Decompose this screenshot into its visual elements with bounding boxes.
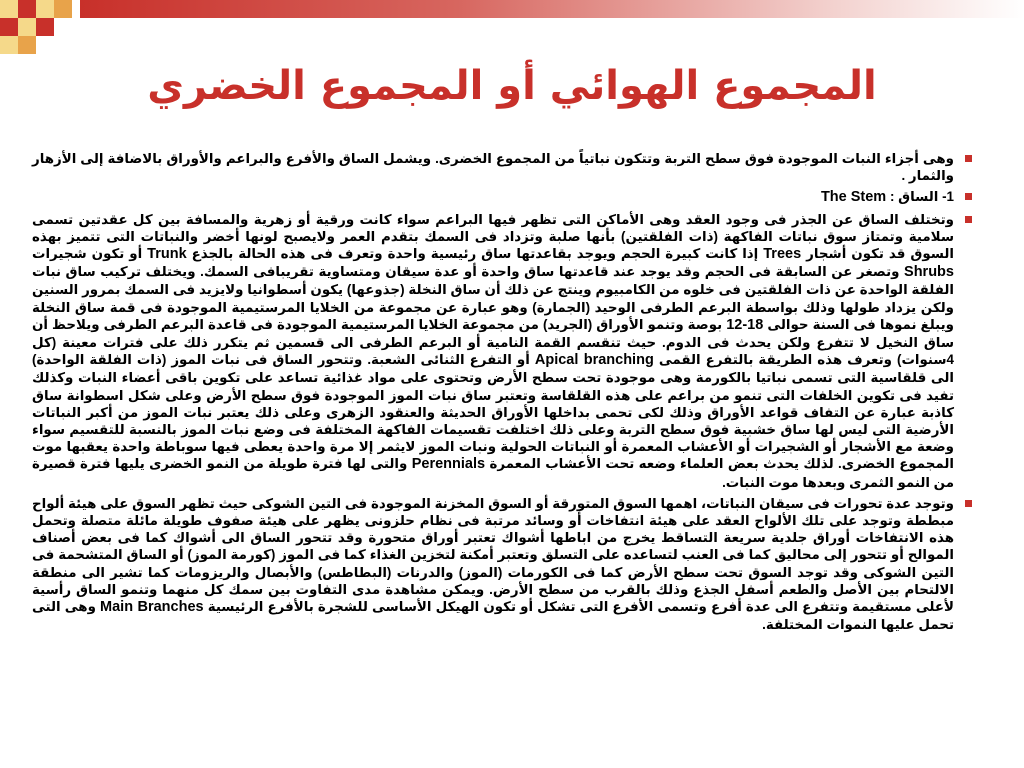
paragraph-text: وهى أجزاء النبات الموجودة فوق سطح التربة وتتكون نباتياً من المجموع الخضرى. ويشمل الساق والأفرع والبراعم والأوراق بالاضافة إلى الأزهار والثمار .	[32, 151, 954, 184]
red-square-bullet-icon	[965, 155, 972, 162]
decor-square	[36, 18, 54, 36]
decor-square	[0, 18, 18, 36]
number-range: 12-18	[726, 316, 764, 333]
heading-text: 1- الساق :	[889, 189, 954, 205]
english-term: Main Branches	[100, 599, 204, 616]
paragraph-text: إذا كانت كبيرة الحجم ويوجد بقاعدتها ساق رئيسية واحدة وتعرف فى هذه الحالة بالجذع	[191, 246, 759, 262]
english-term: Trunk	[147, 246, 187, 263]
slide-body	[32, 150, 974, 637]
decor-square	[18, 18, 36, 36]
paragraph-text: أو تكون شجيرات	[32, 246, 143, 262]
english-term: Shrubs	[904, 264, 954, 281]
corner-decoration	[0, 0, 1024, 60]
red-square-bullet-icon	[965, 500, 972, 507]
decor-square	[0, 0, 18, 18]
english-term: Apical branching	[534, 352, 654, 369]
red-square-bullet-icon	[965, 216, 972, 223]
paragraph-text: وتختلف الساق عن الجذر فى وجود العقد وهى الأماكن التى تظهر فيها البراعم سواء كانت ورقية أو زهرية والمسافة بين كل عقدتين تسمى سلامية وتمتاز سوق نباتات الفاكهة (ذات الفلقتين) بأنها صلبة وتزداد فى السمك بتقدم العمر ولايصبح لونها أخضر والنباتات التى تتميز بهذه السوق قد تكون أشجار	[32, 211, 954, 262]
paragraph-text: وتوجد عدة تحورات فى سيقان النباتات، اهمها السوق المتورقة أو السوق المخزنة الموجودة فى التين الشوكى حيث تظهر السوق على هيئة ألواح مبططة وتوجد على تلك الألواح العقد على هيئة انتفاخات أو وسائد مرتبة فى نظام حلزونى يظهر على هيئة صفوف طويلة مائلة متصلة وتحمل هذه الانتفاخات أوراق جلدية سريعة التساقط يخرج من اباطها أشواك تعتبر أوراق متحورة وقد تتحور الساق الى أشواك كما فى بعض أصناف الموالح أو تتحور إلى محاليق كما فى العنب لتساعده على التسلق وتعتبر أمكنة لتخزين الغذاء كما فى الموز (كورمة الموز) أو الساق المتشحمة فى التين الشوكى وقد توجد السوق تحت سطح الأرض كما فى الكورمات (الموز) والدرنات (البطاطس) والأبصال والريزومات كما تشير الى منطقة الالتحام بين الأصل والطعم أسفل الجذع وذلك بالقرب من سطح الأرض. ويمكن مشاهدة مدى التفاوت بين سمك كل منهما وتنمو الساق رأسية لأعلى مستقيمة وتتفرع الى عدة أفرع وتسمى الأفرع التى تشكل أو تكون الهيكل الأساسى للشجرة بالأفرع الرئيسية	[32, 495, 954, 615]
decor-square	[54, 0, 72, 18]
decor-square	[18, 0, 36, 18]
decor-square	[0, 36, 18, 54]
list-item	[32, 211, 954, 491]
header-gradient-bar	[80, 0, 1024, 18]
list-item	[32, 495, 954, 634]
english-term: Perennials	[411, 456, 486, 473]
list-item	[32, 188, 954, 206]
bullet-list	[32, 150, 974, 633]
english-term: The Stem	[820, 189, 887, 206]
list-item	[32, 150, 954, 184]
slide-title: المجموع الهوائي أو المجموع الخضري	[147, 63, 877, 109]
decor-square	[36, 0, 54, 18]
decor-square	[18, 36, 36, 54]
paragraph-text: بوصة وتنمو الأوراق (الجريد) من مجموعة الخلايا المرستيمية الموجودة فى قاعدة البرعم الطرفى ويلاحظ أن ساق النخيل لا تتفرع ولكن يحدث فى الدوم. حيث تنقسم القمة النامية أو البرعم الطرفى الى قسمين ثم يتكرر ذلك على فترات معينة (كل 4سنوات) وتعرف هذه الطريقة بالتفرع القمى	[32, 316, 954, 368]
paragraph-text: وتصغر عن السابقة فى الحجم وقد يوجد عند قاعدتها ساق واحدة أو عدة سيقان ومتساوية تقريبافى السمك. ويختلف تركيب ساق نبات الفلقة الواحدة عن ذات الفلقتين فى خلوه من الكامبيوم وينتج عن ذلك أن ساق النخلة (جذوعها) يكون أسطوانيا ولايزيد فى السمك بمرور السنين ولكن يزداد طولها وذلك بواسطة البرعم الطرفى الوحيد (الجمارة) وهو عبارة عن مجموعة من الخلايا المرستيمية الموجودة فى قمة ساق النخلة ويبلغ نموها فى السنة حوالى	[32, 264, 954, 332]
paragraph-text: والتى لها فترة طويلة من النمو الخضرى يليها فترة قصيرة من النمو الثمرى وبعدها موت النبات.	[32, 456, 954, 490]
paragraph-text: وهى التى تحمل عليها النموات المختلفة.	[32, 599, 954, 633]
paragraph-text: أو التفرع الثنائى الشعبة. وتتحور الساق فى نبات الموز (ذات الفلقة الواحدة) الى قلقاسية التى تسمى نباتيا بالكورمة وهى موجودة تحت سطح الأرض وتحتوى على مواد غذائية تساعد على تكوين باقى أعضاء النبات وكذلك تفيد فى تكوين الخلفات التى تنمو من براعم على هذه القلقاسة وتعتبر ساق نبات الموز الموجودة فوق سطح الأرض وعلى شكل اسطوانة ساق كاذبة عبارة عن التفاف قواعد الأوراق وذلك لكى تحمى بداخلها الأوراق الحديثة والعنقود الزهرى وعلى ذلك يعتبر نبات الموز من أكبر النباتات الأرضية التى ليس لها ساق خشبية فوق سطح التربة وعلى ذلك اختلفت تقسيمات الفاكهة المختلفة فى وضع نبات الموز بالنسبة للتقسيم سواء وضعة مع الأشجار أو الشجيرات أو الأعشاب المعمرة أو النباتات الحولية ونبات الموز لايثمر إلا مرة واحدة يعطى فيها سوباطة واحدة يعقبها موت المجموع الخضرى. لذلك يحدث بعض العلماء وضعه تحت الأعشاب المعمرة	[32, 352, 954, 472]
english-term: Trees	[763, 246, 802, 263]
red-square-bullet-icon	[965, 193, 972, 200]
